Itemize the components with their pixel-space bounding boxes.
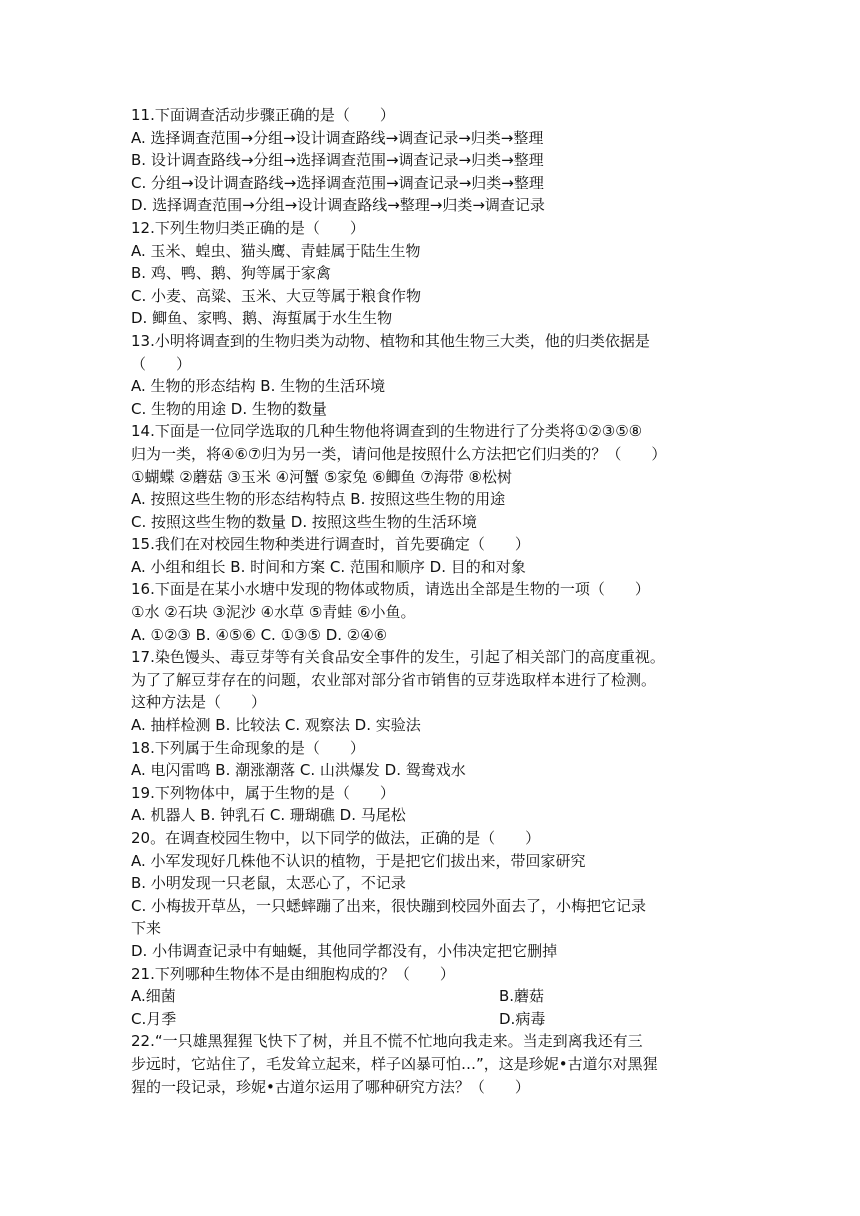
question-stem-continued: （ ） [131, 354, 192, 373]
question-stem-continued: 猩的一段记录，珍妮•古道尔运用了哪种研究方法？（ ） [131, 1077, 530, 1096]
question-stem: 22.“一只雄黑猩猩飞快下了树，并且不慌不忙地向我走来。当走到离我还有三 [131, 1032, 643, 1051]
option-a: A. 玉米、蝗虫、猫头鹰、青蛙属于陆生生物 [131, 241, 421, 260]
options-row [131, 1008, 731, 1031]
question-stem: 11.下面调查活动步骤正确的是（ ） [131, 106, 395, 124]
options-row: A. 生物的形态结构 B. 生物的生活环境 [131, 377, 386, 396]
question-stem: 21.下列哪种生物体不是由细胞构成的？（ ） [131, 964, 455, 983]
option-b: B. 设计调查路线→分组→选择调查范围→调查记录→归类→整理 [131, 151, 544, 170]
option-d: D. 选择调查范围→分组→设计调查路线→整理→归类→调查记录 [131, 196, 545, 215]
question-stem-continued: 归为一类，将④⑥⑦归为另一类，请问他是按照什么方法把它们归类的？（ ） [131, 444, 667, 463]
question-12 [131, 217, 731, 330]
options-row: A. 小组和组长 B. 时间和方案 C. 范围和顺序 D. 目的和对象 [131, 557, 526, 576]
options-row: C. 按照这些生物的数量 D. 按照这些生物的生活环境 [131, 512, 477, 531]
question-stem: 16.下面是在某小水塘中发现的物体或物质，请选出全部是生物的一项（ ） [131, 580, 650, 599]
question-21 [131, 963, 731, 1031]
option-c-continued: 下来 [131, 919, 162, 938]
question-list [131, 104, 731, 1098]
option-a: A.细菌 [131, 987, 176, 1006]
question-stem-continued: 为了了解豆芽存在的问题，农业部对部分省市销售的豆芽选取样本进行了检测。 [131, 670, 657, 689]
option-a: A. 选择调查范围→分组→设计调查路线→调查记录→归类→整理 [131, 128, 544, 147]
question-stem: 20。在调查校园生物中，以下同学的做法，正确的是（ ） [131, 829, 541, 847]
question-16 [131, 578, 731, 646]
option-b: B. 小明发现一只老鼠，太恶心了，不记录 [131, 874, 406, 893]
option-c: C. 小麦、高粱、玉米、大豆等属于粮食作物 [131, 286, 422, 305]
options-row: C. 生物的用途 D. 生物的数量 [131, 399, 327, 418]
option-c: C. 分组→设计调查路线→选择调查范围→调查记录→归类→整理 [131, 173, 544, 192]
question-stem: 18.下列属于生命现象的是（ ） [131, 738, 365, 757]
question-22 [131, 1030, 731, 1098]
question-stem: 14.下面是一位同学选取的几种生物他将调查到的生物进行了分类将①②③⑤⑧ [131, 422, 643, 441]
question-stem: 19.下列物体中，属于生物的是（ ） [131, 783, 395, 802]
question-stem: 13.小明将调查到的生物归类为动物、植物和其他生物三大类，他的归类依据是 [131, 331, 650, 350]
organism-list: ①蝴蝶 ②蘑菇 ③玉米 ④河蟹 ⑤家兔 ⑥鲫鱼 ⑦海带 ⑧松树 [131, 467, 512, 486]
question-stem-continued: 步远时，它站住了，毛发耸立起来，样子凶暴可怕…”，这是珍妮•古道尔对黑猩 [131, 1054, 658, 1073]
question-13 [131, 330, 731, 420]
item-list: ①水 ②石块 ③泥沙 ④水草 ⑤青蛙 ⑥小鱼。 [131, 603, 416, 622]
options-row: A. 电闪雷鸣 B. 潮涨潮落 C. 山洪爆发 D. 鸳鸯戏水 [131, 761, 466, 780]
options-row: A. 按照这些生物的形态结构特点 B. 按照这些生物的用途 [131, 490, 506, 509]
question-14 [131, 420, 731, 533]
question-stem-continued: 这种方法是（ ） [131, 693, 267, 712]
question-19 [131, 782, 731, 827]
option-b: B.蘑菇 [499, 987, 545, 1006]
question-stem: 17.染色馒头、毒豆芽等有关食品安全事件的发生，引起了相关部门的高度重视。 [131, 648, 665, 667]
option-d: D. 鲫鱼、家鸭、鹅、海蜇属于水生生物 [131, 309, 393, 328]
options-row: A. ①②③ B. ④⑤⑥ C. ①③⑤ D. ②④⑥ [131, 625, 388, 644]
option-a: A. 小军发现好几株他不认识的植物，于是把它们拔出来，带回家研究 [131, 851, 586, 870]
question-stem: 12.下列生物归类正确的是（ ） [131, 218, 365, 237]
option-d: D.病毒 [499, 1009, 546, 1028]
option-c: C.月季 [131, 1009, 177, 1028]
option-c: C. 小梅拔开草丛，一只蟋蟀蹦了出来，很快蹦到校园外面去了，小梅把它记录 [131, 896, 647, 915]
option-d: D. 小伟调查记录中有蚰蜒，其他同学都没有，小伟决定把它删掉 [131, 941, 558, 960]
options-row: A. 抽样检测 B. 比较法 C. 观察法 D. 实验法 [131, 716, 421, 735]
question-20 [131, 827, 731, 963]
question-11 [131, 104, 731, 217]
options-row [131, 985, 731, 1008]
question-stem: 15.我们在对校园生物种类进行调查时，首先要确定（ ） [131, 535, 530, 554]
options-row: A. 机器人 B. 钟乳石 C. 珊瑚礁 D. 马尾松 [131, 806, 406, 825]
question-18 [131, 737, 731, 782]
option-b: B. 鸡、鸭、鹅、狗等属于家禽 [131, 264, 331, 283]
question-17 [131, 646, 731, 736]
question-15 [131, 533, 731, 578]
